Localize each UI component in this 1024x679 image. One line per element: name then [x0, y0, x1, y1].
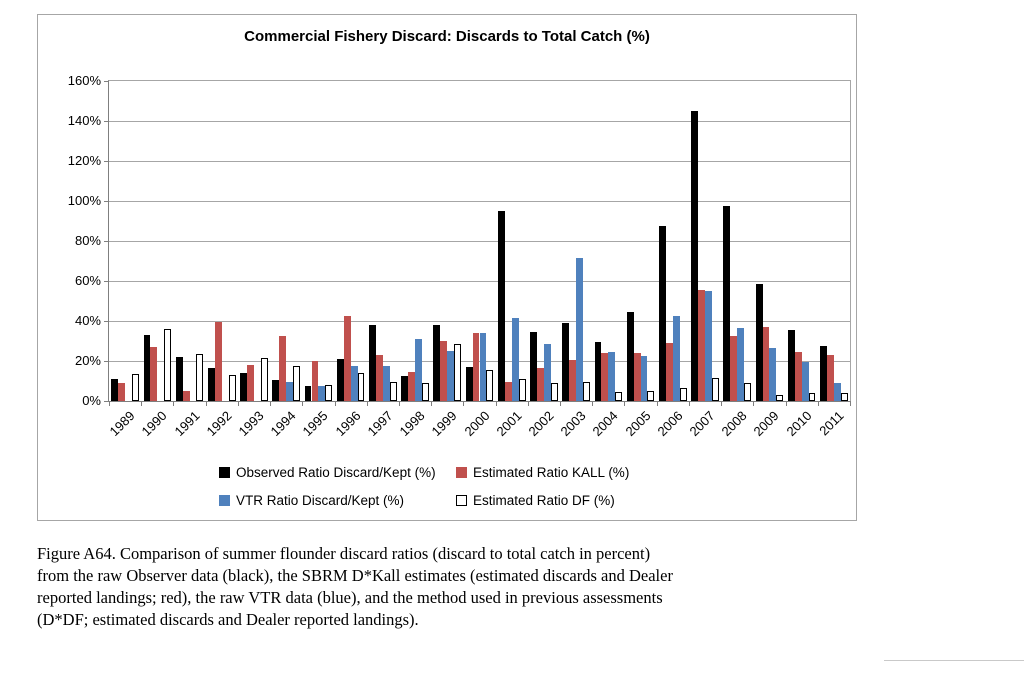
x-tick-label: 1996: [332, 408, 364, 440]
x-tick-label: 2010: [783, 408, 815, 440]
legend-item-vtr: [219, 491, 404, 509]
bar-1997-series2: [383, 366, 390, 401]
y-tick-label: 140%: [67, 113, 101, 128]
bar-1994-series3: [293, 366, 300, 401]
x-tick-label: 1993: [235, 408, 267, 440]
legend-swatch-blue: [219, 495, 230, 506]
bar-1994-series2: [286, 382, 293, 401]
y-tick-label: 160%: [67, 73, 101, 88]
bar-2011-series2: [834, 383, 841, 401]
plot-area: [67, 73, 851, 440]
bar-1995-series0: [305, 386, 312, 401]
bar-2006-series3: [680, 388, 687, 401]
legend-swatch-black: [219, 467, 230, 478]
x-tick-label: 2000: [461, 408, 493, 440]
bar-2003-series2: [576, 258, 583, 401]
bar-1996-series3: [358, 373, 365, 401]
bar-2009-series2: [769, 348, 776, 401]
x-tick-label: 2004: [589, 408, 621, 440]
y-axis-tick: [104, 121, 109, 122]
bar-1995-series3: [325, 385, 332, 401]
y-axis-tick: [104, 361, 109, 362]
bar-2009-series1: [763, 327, 770, 401]
x-tick-label: 1990: [138, 408, 170, 440]
x-tick-label: 2002: [525, 408, 557, 440]
x-tick-label: 1989: [106, 408, 138, 440]
x-axis-tick: [721, 401, 722, 406]
x-axis-tick: [657, 401, 658, 406]
x-tick-label: 2007: [686, 408, 718, 440]
bar-2006-series2: [673, 316, 680, 401]
y-tick-label: 100%: [67, 193, 101, 208]
bar-2011-series3: [841, 393, 848, 401]
x-axis-tick: [431, 401, 432, 406]
bar-2006-series0: [659, 226, 666, 401]
gridline: [109, 121, 850, 122]
bar-2007-series0: [691, 111, 698, 401]
bar-1999-series3: [454, 344, 461, 401]
bar-1994-series0: [272, 380, 279, 401]
bar-1999-series1: [440, 341, 447, 401]
bar-2010-series1: [795, 352, 802, 401]
bar-1993-series3: [261, 358, 268, 401]
bar-2003-series1: [569, 360, 576, 401]
bar-2001-series1: [505, 382, 512, 401]
x-tick-label: 1992: [203, 408, 235, 440]
bar-1999-series2: [447, 351, 454, 401]
y-axis-tick: [104, 281, 109, 282]
bar-2009-series0: [756, 284, 763, 401]
x-tick-label: 2003: [557, 408, 589, 440]
legend-label: Estimated Ratio DF (%): [473, 492, 615, 508]
x-axis-tick: [302, 401, 303, 406]
bar-1995-series1: [312, 361, 319, 401]
bar-2007-series3: [712, 378, 719, 401]
x-axis-tick: [592, 401, 593, 406]
y-tick-label: 60%: [74, 273, 101, 288]
x-tick-label: 2006: [654, 408, 686, 440]
bar-1998-series0: [401, 376, 408, 401]
x-axis-tick: [818, 401, 819, 406]
bar-1990-series1: [150, 347, 157, 401]
bar-2007-series1: [698, 290, 705, 401]
x-axis-tick: [786, 401, 787, 406]
y-tick-label: 80%: [74, 233, 101, 248]
x-axis-tick: [560, 401, 561, 406]
legend-item-kall: [456, 463, 629, 481]
legend-swatch-red: [456, 467, 467, 478]
bar-2002-series3: [551, 383, 558, 401]
bar-2004-series2: [608, 352, 615, 401]
bar-2008-series2: [737, 328, 744, 401]
x-tick-label: 1995: [299, 408, 332, 440]
x-tick-label: 1997: [364, 408, 396, 440]
bar-2005-series1: [634, 353, 641, 401]
bar-1992-series0: [208, 368, 215, 401]
bar-2008-series3: [744, 383, 751, 401]
chart-title: Commercial Fishery Discard: Discards to Total Catch (%): [244, 28, 650, 45]
bar-1990-series0: [144, 335, 151, 401]
x-axis-tick: [528, 401, 529, 406]
x-axis-tick: [335, 401, 336, 406]
bar-2005-series3: [647, 391, 654, 401]
bar-2001-series0: [498, 211, 505, 401]
gridline: [109, 281, 850, 282]
bar-2000-series2: [480, 333, 487, 401]
bar-1997-series0: [369, 325, 376, 401]
bar-1996-series1: [344, 316, 351, 401]
bar-2008-series1: [730, 336, 737, 401]
bar-1989-series1: [118, 383, 125, 401]
bar-1998-series1: [408, 372, 415, 401]
bar-2010-series3: [809, 393, 816, 401]
x-tick-label: 2005: [622, 408, 654, 440]
bar-1989-series3: [132, 374, 139, 401]
bar-1990-series3: [164, 329, 171, 401]
chart-figure: [37, 14, 857, 521]
bar-1989-series0: [111, 379, 118, 401]
bar-1997-series1: [376, 355, 383, 401]
x-axis-tick: [109, 401, 110, 406]
x-axis-tick: [399, 401, 400, 406]
x-axis-tick: [496, 401, 497, 406]
bar-1994-series1: [279, 336, 286, 401]
gridline: [109, 241, 850, 242]
bar-1991-series3: [196, 354, 203, 401]
y-tick-label: 40%: [74, 313, 101, 328]
bar-2003-series0: [562, 323, 569, 401]
x-axis-tick: [850, 401, 851, 406]
y-axis-tick: [104, 81, 109, 82]
x-axis-tick: [689, 401, 690, 406]
x-axis-tick: [141, 401, 142, 406]
bar-1998-series2: [415, 339, 422, 401]
bar-1998-series3: [422, 383, 429, 401]
bar-1999-series0: [433, 325, 440, 401]
bar-2011-series0: [820, 346, 827, 401]
x-tick-label: 1999: [428, 408, 460, 440]
bar-2008-series0: [723, 206, 730, 401]
x-tick-label: 1994: [267, 408, 299, 440]
bar-1996-series2: [351, 366, 358, 401]
caption-line: Figure A64. Comparison of summer flounder discard ratios (discard to total catch in percent): [37, 544, 651, 563]
x-tick-label: 2008: [718, 408, 750, 440]
x-axis-tick: [270, 401, 271, 406]
bar-2002-series1: [537, 368, 544, 401]
x-axis-tick: [206, 401, 207, 406]
y-axis-tick: [104, 241, 109, 242]
y-axis-tick: [104, 201, 109, 202]
gridline: [109, 201, 850, 202]
gridline: [109, 161, 850, 162]
bar-1991-series1: [183, 391, 190, 401]
page-bottom-rule: [884, 660, 1024, 661]
bar-2002-series2: [544, 344, 551, 401]
legend-label: Observed Ratio Discard/Kept (%): [236, 464, 436, 480]
x-tick-label: 2001: [493, 408, 525, 440]
legend-label: Estimated Ratio KALL (%): [473, 464, 630, 480]
bar-2007-series2: [705, 291, 712, 401]
x-tick-label: 2011: [816, 408, 847, 439]
y-axis-tick: [104, 321, 109, 322]
y-axis-tick: [104, 161, 109, 162]
bar-2010-series2: [802, 362, 809, 401]
x-tick-label: 1991: [171, 408, 203, 440]
x-tick-label: 2009: [751, 408, 783, 440]
legend-swatch-white: [456, 495, 467, 506]
bar-1996-series0: [337, 359, 344, 401]
legend-item-df: [456, 491, 615, 509]
x-axis-tick: [753, 401, 754, 406]
bar-1995-series2: [318, 386, 325, 401]
legend-label: VTR Ratio Discard/Kept (%): [236, 492, 405, 508]
bar-2011-series1: [827, 355, 834, 401]
bar-2001-series3: [519, 379, 526, 401]
bar-1993-series0: [240, 373, 247, 401]
figure-caption: [37, 543, 777, 631]
caption-line: from the raw Observer data (black), the SBRM D*Kall estimates (estimated discards and Dealer: [37, 566, 673, 585]
bar-1992-series3: [229, 375, 236, 401]
x-axis-tick: [238, 401, 239, 406]
bar-1991-series0: [176, 357, 183, 401]
bar-2004-series3: [615, 392, 622, 401]
bar-1997-series3: [390, 382, 397, 401]
caption-line: reported landings; red), the raw VTR data (blue), and the method used in previous assessments: [37, 588, 663, 607]
bar-2009-series3: [776, 395, 783, 401]
x-axis-tick: [463, 401, 464, 406]
bar-1993-series1: [247, 365, 254, 401]
y-tick-label: 120%: [67, 153, 101, 168]
bar-2005-series0: [627, 312, 634, 401]
y-tick-label: 0%: [82, 393, 101, 408]
y-tick-label: 20%: [74, 353, 101, 368]
x-axis-tick: [624, 401, 625, 406]
bar-2000-series1: [473, 333, 480, 401]
caption-line: (D*DF; estimated discards and Dealer reported landings).: [37, 610, 419, 629]
bar-2005-series2: [641, 356, 648, 401]
bar-2006-series1: [666, 343, 673, 401]
bar-2003-series3: [583, 382, 590, 401]
x-axis-tick: [367, 401, 368, 406]
bar-2004-series1: [601, 353, 608, 401]
bar-2000-series3: [486, 370, 493, 401]
bar-2001-series2: [512, 318, 519, 401]
x-tick-label: 1998: [396, 408, 428, 440]
bar-1992-series1: [215, 322, 222, 401]
bar-2000-series0: [466, 367, 473, 401]
x-axis-tick: [173, 401, 174, 406]
bar-2002-series0: [530, 332, 537, 401]
bar-2004-series0: [595, 342, 602, 401]
bar-2010-series0: [788, 330, 795, 401]
legend-item-observed: [219, 463, 436, 481]
